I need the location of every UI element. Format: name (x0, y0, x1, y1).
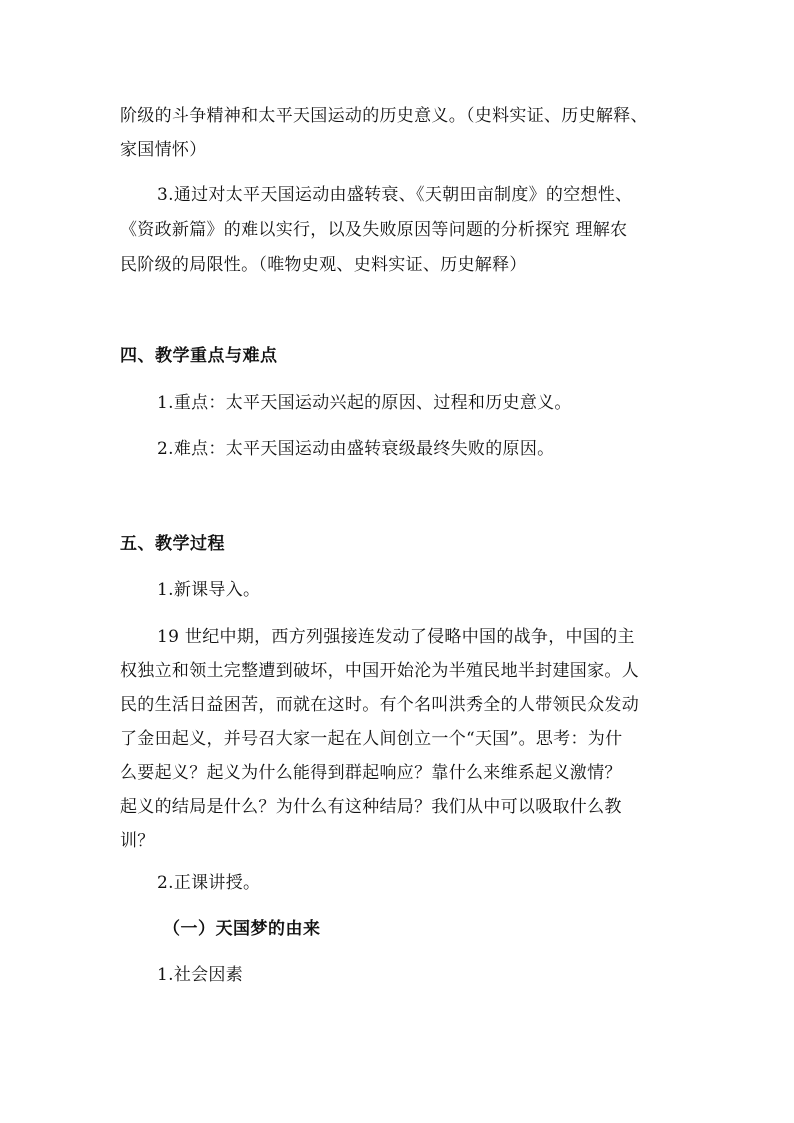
process-item: 1.新课导入。 (157, 580, 261, 600)
intro-paragraph-line: 19 世纪中期，西方列强接连发动了侵略中国的战争，中国的主 (157, 627, 635, 647)
objective-3-line: 3.通过对太平天国运动由盛转衰、《天朝田亩制度》的空想性、 (157, 185, 633, 205)
key-point-item: 1.重点：太平天国运动兴起的原因、过程和历史意义。 (157, 393, 572, 413)
paragraph-line: 家国情怀） (120, 140, 207, 160)
paragraph-line: 阶级的斗争精神和太平天国运动的历史意义。（史料实证、历史解释、 (120, 106, 648, 126)
objective-3-line: 民阶级的局限性。（唯物史观、史料实证、历史解释） (120, 255, 527, 275)
subsection-heading: （一）天国梦的由来 (163, 919, 321, 939)
intro-paragraph-line: 训？ (120, 831, 155, 851)
intro-paragraph-line: 了金田起义，并号召大家一起在人间创立一个“天国”。思考：为什 (120, 729, 623, 749)
section-heading-teaching-process: 五、教学过程 (120, 534, 225, 554)
intro-paragraph-line: 起义的结局是什么？为什么有这种结局？我们从中可以吸取什么教 (120, 797, 622, 817)
intro-paragraph-line: 权独立和领土完整遭到破坏，中国开始沦为半殖民地半封建国家。人 (120, 661, 639, 681)
process-item: 2.正课讲授。 (157, 873, 261, 893)
objective-3-line: 《资政新篇》的难以实行，以及失败原因等问题的分析探究 理解农 (120, 220, 628, 240)
intro-paragraph-line: 民的生活日益困苦，而就在这时。有个名叫洪秀全的人带领民众发动 (120, 695, 639, 715)
section-heading-key-points: 四、教学重点与难点 (120, 346, 278, 366)
intro-paragraph-line: 么要起义？起义为什么能得到群起响应？靠什么来维系起义激情？ (120, 763, 622, 783)
difficulty-item: 2.难点：太平天国运动由盛转衰级最终失败的原因。 (157, 439, 555, 459)
sub-item: 1.社会因素 (157, 965, 244, 985)
